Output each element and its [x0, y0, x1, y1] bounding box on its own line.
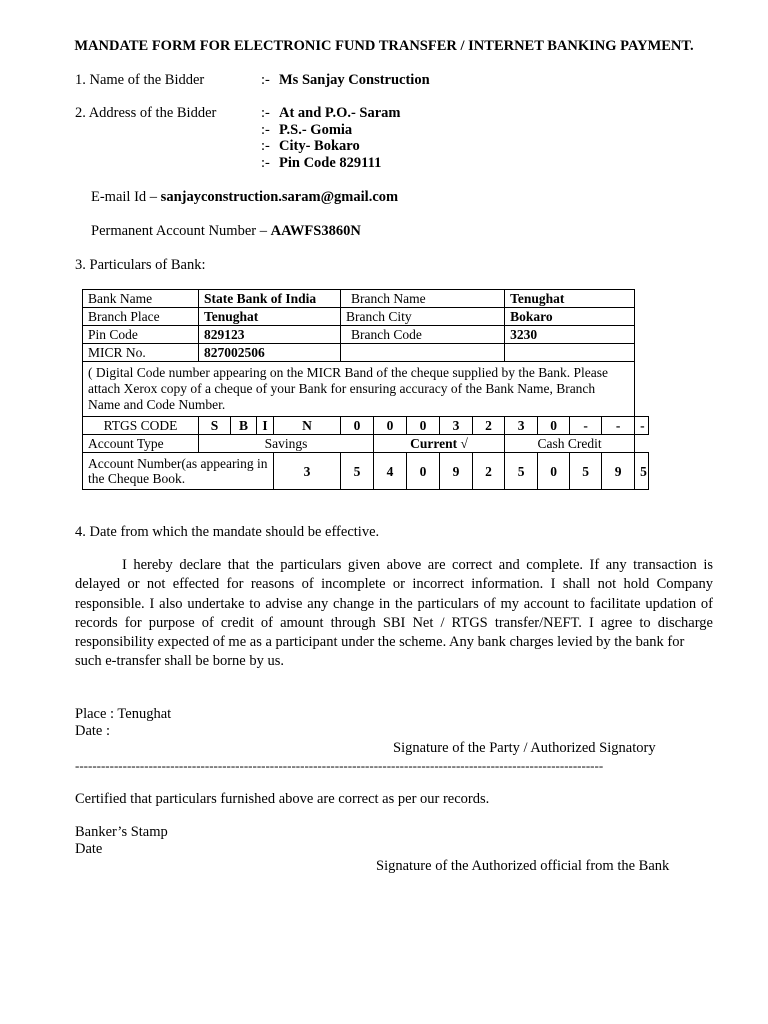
address-line: At and P.O.- Saram: [279, 105, 401, 121]
pan-row: [91, 223, 361, 240]
email-label: E-mail Id –: [91, 189, 158, 205]
declaration-paragraph: [75, 556, 713, 672]
bidder-name-label: 1. Name of the Bidder: [75, 72, 205, 88]
account-digit: 3: [274, 453, 341, 490]
rtgs-char: 0: [407, 417, 440, 435]
banker-stamp-label: Banker’s Stamp: [75, 824, 168, 840]
branch-name-label: Branch Name: [341, 290, 505, 308]
rtgs-char: 0: [538, 417, 570, 435]
rtgs-row: [83, 417, 649, 435]
bank-name-label: Bank Name: [83, 290, 199, 308]
rtgs-label: RTGS CODE: [83, 417, 199, 435]
address-line-sep: :-: [261, 105, 270, 121]
account-type-savings: Savings: [199, 435, 374, 453]
micr-note: ( Digital Code number appearing on the MICR Band of the cheque supplied by the Bank. Please attach Xerox copy of a cheque of your Bank for ensuring accuracy of the Bank Name, Branch Name and Code Number.: [83, 362, 635, 417]
account-type-row: [83, 435, 649, 453]
pin-code-value: 829123: [199, 326, 341, 344]
rtgs-char: -: [602, 417, 635, 435]
micr-label: MICR No.: [83, 344, 199, 362]
branch-city-label: Branch City: [341, 308, 505, 326]
bidder-address-label: 2. Address of the Bidder: [75, 105, 217, 121]
table-row: [83, 362, 649, 417]
date-line: Date :: [75, 723, 111, 739]
account-number-row: [83, 453, 649, 490]
bank-particulars-table: [82, 289, 649, 490]
account-digit: 0: [407, 453, 440, 490]
branch-code-value: 3230: [505, 326, 635, 344]
account-type-cash-credit: Cash Credit: [505, 435, 635, 453]
address-line: Pin Code 829111: [279, 155, 382, 171]
form-title: MANDATE FORM FOR ELECTRONIC FUND TRANSFER / INTERNET BANKING PAYMENT.: [74, 38, 694, 54]
branch-place-value: Tenughat: [199, 308, 341, 326]
effective-date-label: 4. Date from which the mandate should be effective.: [75, 524, 380, 540]
micr-value: 827002506: [199, 344, 341, 362]
rtgs-char: B: [231, 417, 257, 435]
table-row: [83, 308, 649, 326]
address-line: P.S.- Gomia: [279, 122, 353, 138]
bidder-name-sep: :-: [261, 72, 270, 88]
rtgs-char: N: [274, 417, 341, 435]
rtgs-char: -: [570, 417, 602, 435]
bidder-name-value: Ms Sanjay Construction: [279, 72, 430, 88]
branch-name-value: Tenughat: [505, 290, 635, 308]
pan-label: Permanent Account Number –: [91, 223, 267, 239]
table-row: [83, 326, 649, 344]
declaration-text: I hereby declare that the particulars given above are correct and complete. If any transaction is delayed or not effected for reasons of incomplete or incorrect information. I shall not hold Company responsible. I also undertake to advise any change in the particulars of my account to facilitate updation of records for purpose of credit of amount through SBI Net / RTGS transfer/NEFT. I agree to discharge responsibility expected of me as a participant under the scheme. Any bank charges levied by the bank for: [75, 557, 713, 651]
bank-heading: 3. Particulars of Bank:: [75, 257, 206, 273]
account-digit: 4: [374, 453, 407, 490]
rtgs-char: S: [199, 417, 231, 435]
account-type-label: Account Type: [83, 435, 199, 453]
table-row: [83, 290, 649, 308]
separator-line: --------------------------------------------------------------------------------------------------------------------------: [75, 758, 604, 773]
account-digit: 2: [473, 453, 505, 490]
rtgs-char: 3: [440, 417, 473, 435]
banker-date-label: Date: [75, 841, 103, 857]
account-digit: 5: [570, 453, 602, 490]
rtgs-char: 3: [505, 417, 538, 435]
account-digit: 9: [602, 453, 635, 490]
declaration-end: such e-transfer shall be borne by us.: [75, 653, 284, 670]
rtgs-char: 0: [341, 417, 374, 435]
address-line-sep: :-: [261, 138, 270, 154]
pin-code-label: Pin Code: [83, 326, 199, 344]
branch-place-label: Branch Place: [83, 308, 199, 326]
account-digit: 0: [538, 453, 570, 490]
rtgs-char: 2: [473, 417, 505, 435]
pan-value: AAWFS3860N: [270, 223, 361, 239]
table-row: [83, 344, 649, 362]
branch-code-label: Branch Code: [341, 326, 505, 344]
email-row: [91, 189, 398, 206]
empty-cell: [505, 344, 635, 362]
place-line: Place : Tenughat: [75, 706, 172, 722]
address-line: City- Bokaro: [279, 138, 360, 154]
email-value: sanjayconstruction.saram@gmail.com: [160, 189, 399, 205]
account-number-label: Account Number(as appearing in the Cheque Book.: [83, 453, 274, 490]
account-digit: 5: [635, 453, 649, 490]
branch-city-value: Bokaro: [505, 308, 635, 326]
account-type-current: Current √: [374, 435, 505, 453]
bank-name-value: State Bank of India: [199, 290, 341, 308]
rtgs-char: I: [257, 417, 274, 435]
rtgs-char: -: [635, 417, 649, 435]
party-signature-label: Signature of the Party / Authorized Signatory: [393, 740, 656, 756]
address-line-sep: :-: [261, 122, 270, 138]
rtgs-char: 0: [374, 417, 407, 435]
account-digit: 5: [341, 453, 374, 490]
certified-text: Certified that particulars furnished above are correct as per our records.: [75, 791, 490, 807]
bank-signature-label: Signature of the Authorized official from the Bank: [376, 858, 670, 874]
empty-cell: [341, 344, 505, 362]
address-line-sep: :-: [261, 155, 270, 171]
account-digit: 5: [505, 453, 538, 490]
account-digit: 9: [440, 453, 473, 490]
